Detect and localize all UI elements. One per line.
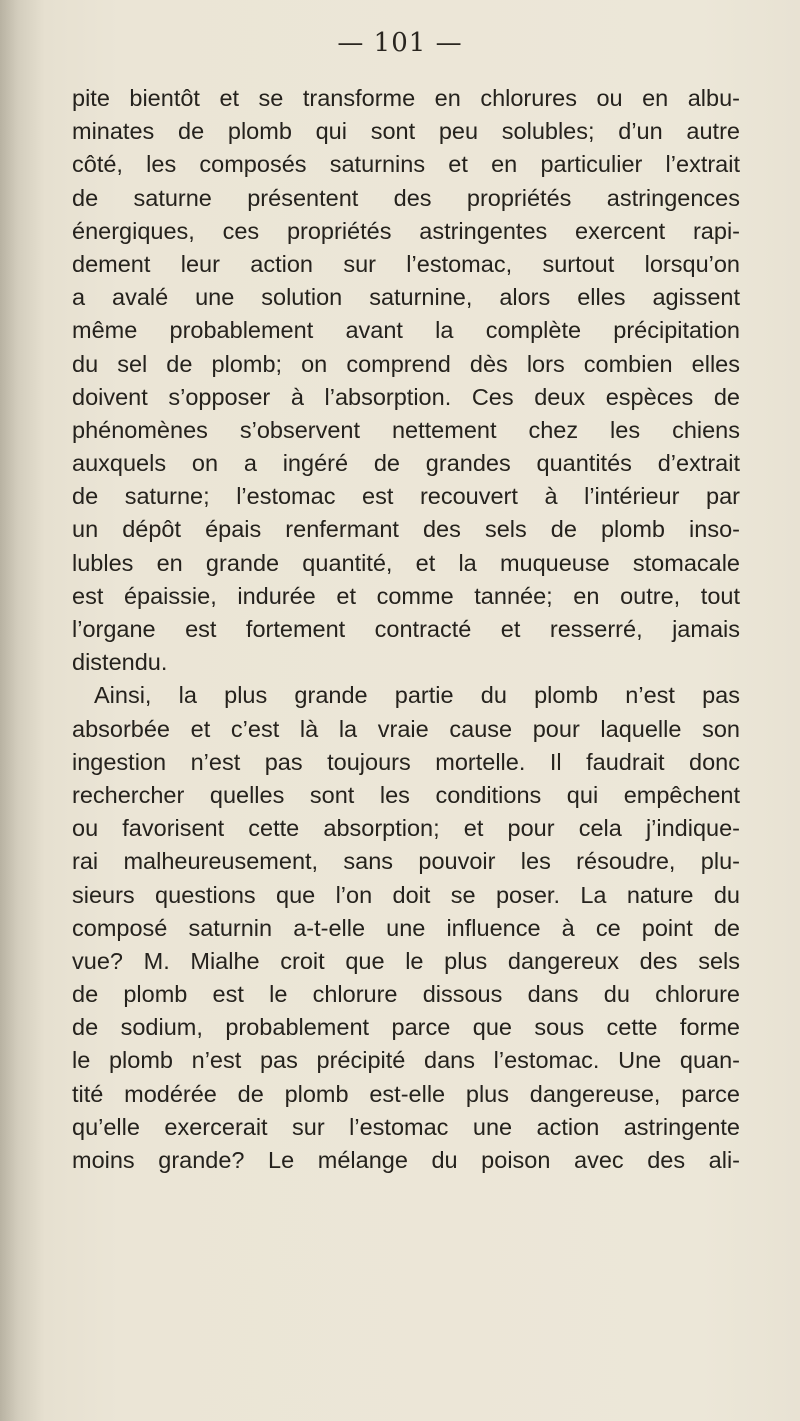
text-line: de saturne; l’estomac est recouvert à l’intérieur par — [72, 483, 740, 510]
text-line: qu’elle exercerait sur l’estomac une action astringente — [72, 1113, 740, 1140]
text-line: de sodium, probablement parce que sous cette forme — [72, 1014, 740, 1041]
text-line: même probablement avant la complète précipitation — [72, 317, 740, 344]
text-line: minates de plomb qui sont peu solubles; d’un autre — [72, 118, 740, 145]
text-line: moins grande? Le mélange du poison avec des ali- — [72, 1147, 740, 1173]
text-line: distendu. — [72, 649, 168, 676]
text-line: Ainsi, la plus grande partie du plomb n’est pas — [94, 682, 740, 709]
text-line: côté, les composés saturnins et en particulier l’extrait — [72, 151, 740, 178]
page-number: — 101 — — [337, 28, 463, 58]
text-line: pite bientôt et se transforme en chlorures ou en albu- — [72, 85, 740, 111]
text-line: rechercher quelles sont les conditions qui empêchent — [72, 781, 740, 808]
text-line: tité modérée de plomb est-elle plus dangereuse, parce — [72, 1080, 740, 1107]
text-line: sieurs questions que l’on doit se poser. La nature du — [72, 881, 740, 908]
text-line: énergiques, ces propriétés astringentes exercent rapi- — [72, 217, 740, 244]
text-line: a avalé une solution saturnine, alors elles agissent — [72, 284, 740, 311]
text-line: auxquels on a ingéré de grandes quantités d’extrait — [72, 450, 740, 477]
text-line: de plomb est le chlorure dissous dans du chlorure — [72, 981, 740, 1008]
text-line: dement leur action sur l’estomac, surtout lorsqu’on — [72, 250, 740, 277]
text-line: le plomb n’est pas précipité dans l’estomac. Une quan- — [72, 1047, 740, 1074]
text-line: rai malheureusement, sans pouvoir les résoudre, plu- — [72, 848, 740, 875]
text-line: ou favorisent cette absorption; et pour cela j’indique- — [72, 815, 740, 842]
text-line: de saturne présentent des propriétés astringences — [72, 184, 740, 211]
text-line: doivent s’opposer à l’absorption. Ces deux espèces de — [72, 383, 740, 410]
text-line: est épaissie, indurée et comme tannée; en outre, tout — [72, 582, 740, 609]
text-line: lubles en grande quantité, et la muqueuse stomacale — [72, 549, 740, 576]
text-line: composé saturnin a-t-elle une influence à ce point de — [72, 914, 740, 941]
text-line: l’organe est fortement contracté et resserré, jamais — [72, 616, 740, 642]
body-text — [72, 82, 740, 1177]
text-line: absorbée et c’est là la vraie cause pour laquelle son — [72, 715, 740, 742]
text-line: phénomènes s’observent nettement chez les chiens — [72, 416, 740, 443]
text-line: ingestion n’est pas toujours mortelle. Il faudrait donc — [72, 748, 740, 775]
text-line: vue? M. Mialhe croit que le plus dangereux des sels — [72, 947, 740, 974]
text-line: du sel de plomb; on comprend dès lors combien elles — [72, 350, 740, 377]
text-line: un dépôt épais renfermant des sels de plomb inso- — [72, 516, 740, 543]
